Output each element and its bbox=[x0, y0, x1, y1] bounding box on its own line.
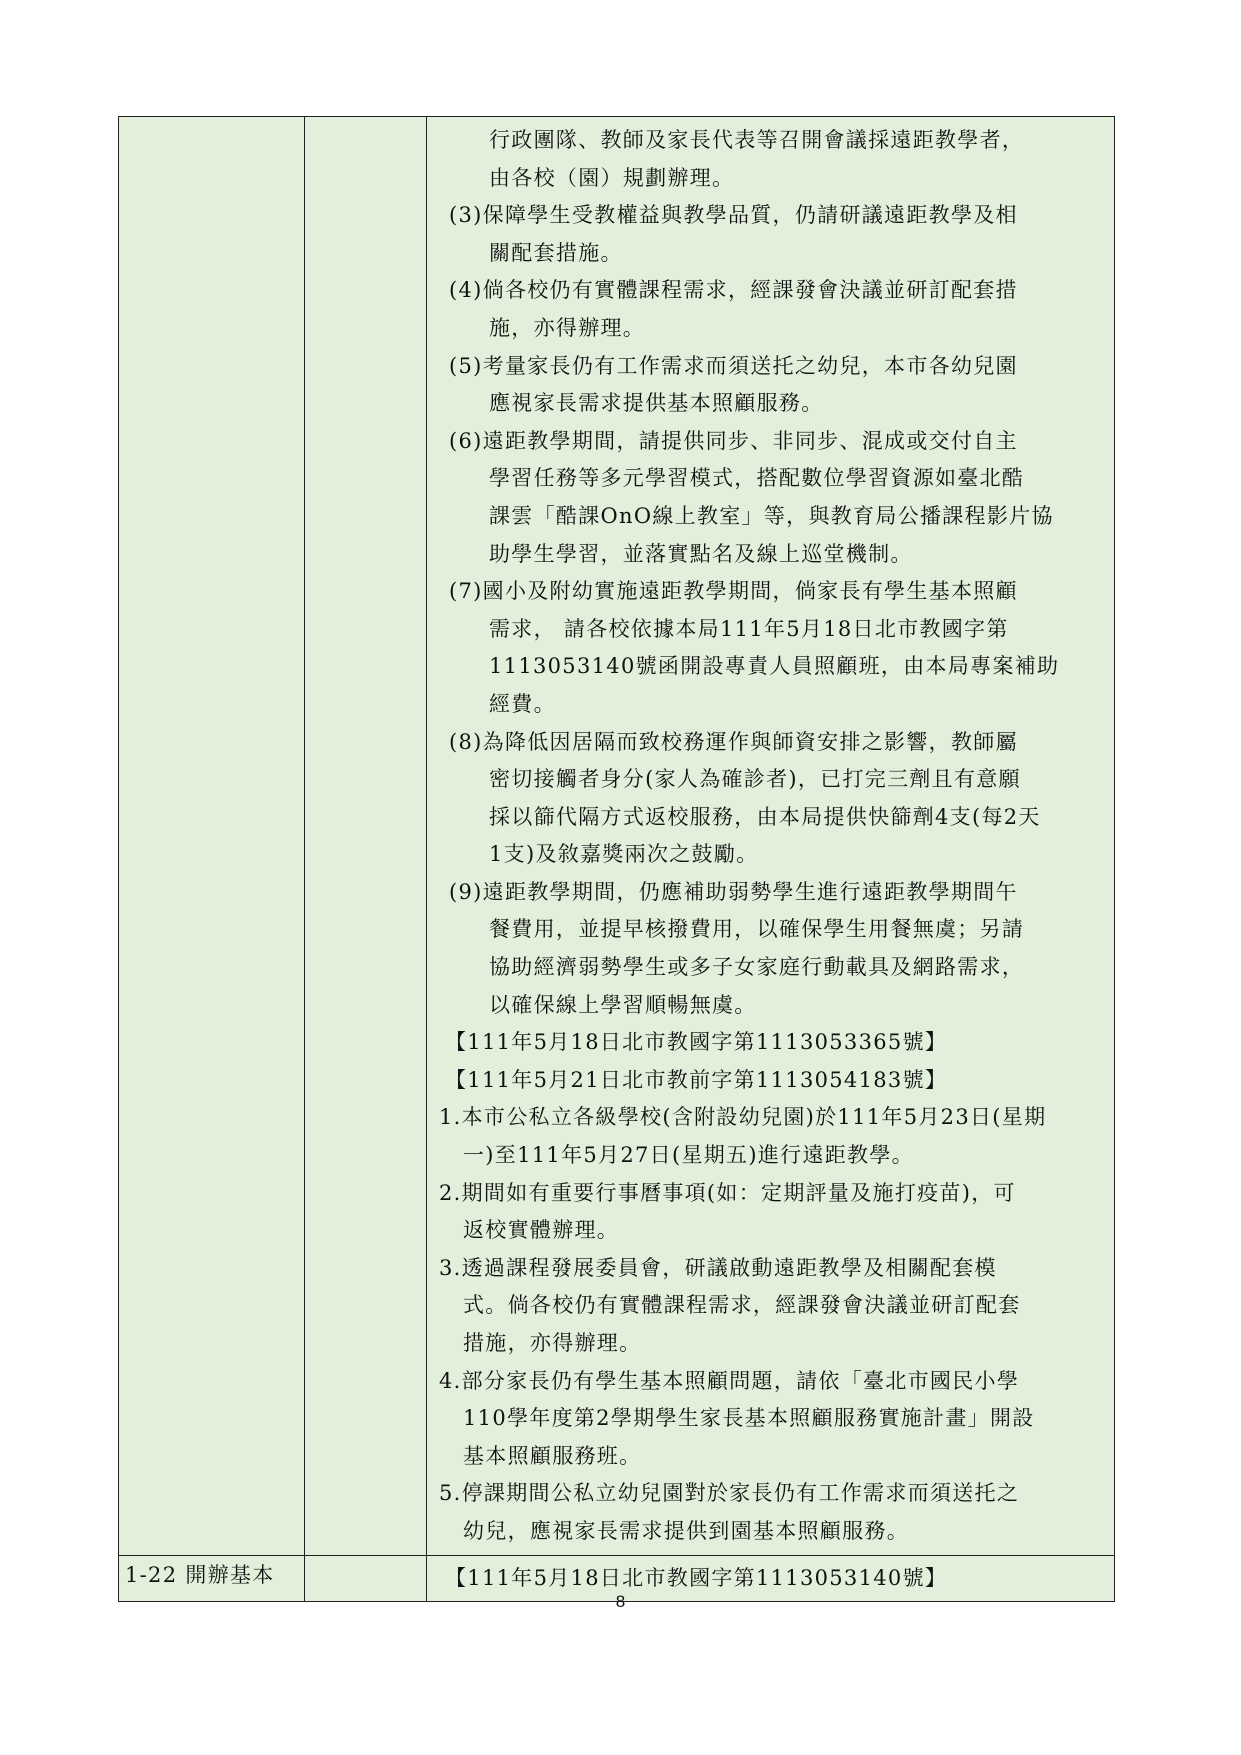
date-cell bbox=[305, 117, 427, 1556]
content-line: 1支)及敘嘉獎兩次之鼓勵。 bbox=[489, 842, 759, 867]
content-line: 密切接觸者身分(家人為確診者)，已打完三劑且有意願 bbox=[489, 767, 1021, 792]
content-line: 基本照顧服務班。 bbox=[463, 1443, 642, 1468]
content-line: 2.期間如有重要行事曆事項(如：定期評量及施打疫苗)，可 bbox=[439, 1180, 1016, 1205]
content-cell bbox=[427, 117, 1115, 1556]
content-line: 學習任務等多元學習模式，搭配數位學習資源如臺北酷 bbox=[489, 466, 1025, 491]
page-number: 8 bbox=[615, 1592, 626, 1611]
content-line: (3)保障學生受教權益與教學品質，仍請研議遠距教學及相 bbox=[449, 203, 1018, 228]
content-line: (7)國小及附幼實施遠距教學期間，倘家長有學生基本照顧 bbox=[449, 579, 1018, 604]
content-line: 幼兒，應視家長需求提供到園基本照顧服務。 bbox=[463, 1518, 909, 1543]
content-line: (9)遠距教學期間，仍應補助弱勢學生進行遠距教學期間午 bbox=[449, 879, 1018, 904]
content-line: 一)至111年5月27日(星期五)進行遠距教學。 bbox=[463, 1143, 914, 1168]
content-line: 需求， 請各校依據本局111年5月18日北市教國字第 bbox=[489, 616, 1009, 641]
content-line: 措施，亦得辦理。 bbox=[463, 1331, 642, 1355]
content-line: 110學年度第2學期學生家長基本照顧服務實施計畫」開設 bbox=[463, 1406, 1035, 1431]
content-line: 應視家長需求提供基本照顧服務。 bbox=[489, 391, 824, 416]
content-line: 式。倘各校仍有實體課程需求，經課發會決議並研訂配套 bbox=[463, 1293, 1021, 1318]
content-line: 助學生學習，並落實點名及線上巡堂機制。 bbox=[489, 541, 913, 566]
content-line: 關配套措施。 bbox=[489, 240, 623, 265]
content-line: (4)倘各校仍有實體課程需求，經課發會決議並研訂配套措 bbox=[449, 278, 1018, 303]
content-line: 協助經濟弱勢學生或多子女家庭行動載具及網路需求， bbox=[489, 955, 1025, 980]
content-line: 1113053140號函開設專責人員照顧班，由本局專案補助 bbox=[489, 654, 1060, 679]
item-label: 1-22 開辦基本 bbox=[125, 1562, 275, 1587]
reference-line: 【111年5月21日北市教前字第1113054183號】 bbox=[445, 1067, 948, 1092]
content-line: 行政團隊、教師及家長代表等召開會議採遠距教學者， bbox=[489, 128, 1025, 152]
content-line: 經費。 bbox=[489, 691, 556, 716]
content-line: 以確保線上學習順暢無虞。 bbox=[489, 992, 757, 1017]
content-line: 4.部分家長仍有學生基本照顧問題，請依「臺北市國民小學 bbox=[439, 1368, 1020, 1393]
reference-line: 【111年5月18日北市教國字第1113053140號】 bbox=[445, 1565, 948, 1590]
content-line: (6)遠距教學期間，請提供同步、非同步、混成或交付自主 bbox=[449, 428, 1018, 453]
content-line: 由各校（園）規劃辦理。 bbox=[489, 165, 735, 190]
content-line: 5.停課期間公私立幼兒園對於家長仍有工作需求而須送托之 bbox=[439, 1481, 1020, 1506]
reference-line: 【111年5月18日北市教國字第1113053365號】 bbox=[445, 1030, 948, 1055]
document-table bbox=[118, 116, 1115, 1602]
content-line: 1.本市公私立各級學校(含附設幼兒園)於111年5月23日(星期 bbox=[439, 1105, 1047, 1130]
content-line: 餐費用，並提早核撥費用，以確保學生用餐無虞；另請 bbox=[489, 917, 1025, 942]
content-line: 採以篩代隔方式返校服務，由本局提供快篩劑4支(每2天 bbox=[489, 804, 1041, 829]
content-line: (8)為降低因居隔而致校務運作與師資安排之影響，教師屬 bbox=[449, 729, 1018, 754]
content-line: (5)考量家長仍有工作需求而須送托之幼兒，本市各幼兒園 bbox=[449, 353, 1018, 378]
content-line: 課雲「酷課OnO線上教室」等，與教育局公播課程影片協 bbox=[489, 503, 1054, 528]
item-cell bbox=[119, 117, 305, 1556]
content-line: 施，亦得辦理。 bbox=[489, 315, 646, 340]
table-row bbox=[119, 117, 1115, 1556]
content-line: 3.透過課程發展委員會，研議啟動遠距教學及相關配套模 bbox=[439, 1255, 997, 1280]
content-line: 返校實體辦理。 bbox=[463, 1218, 620, 1243]
